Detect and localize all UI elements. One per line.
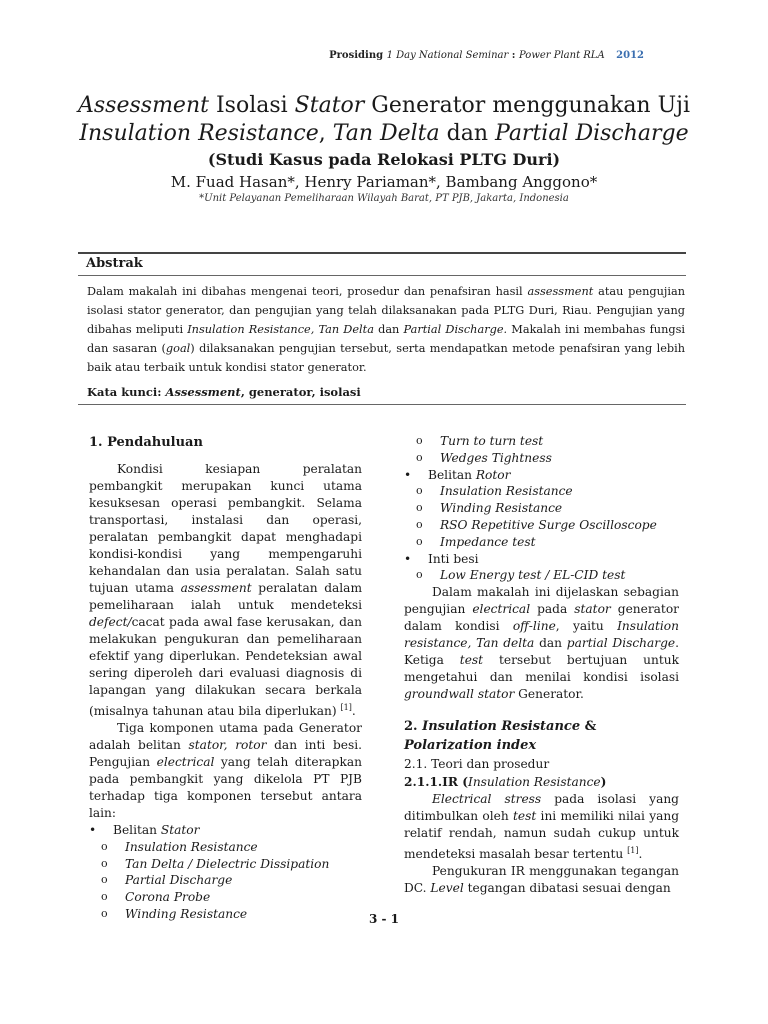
sub-list-item: o Wedges Tightness: [416, 450, 552, 465]
left-column: [89, 433, 362, 923]
sub-list-item: o Corona Probe: [101, 890, 211, 905]
abstract-body: Dalam makalah ini dibahas mengenai teori, prosedur dan penafsiran hasil assessment atau pengujian isolasi stator generator, dan pengujian yang telah dilaksanakan pada PLTG Duri, Riau. Pengujian yang dibahas meliputi Insulation Resistance, Tan Delta dan Partial Discharge. Makalah ini membahas fungsi dan sasaran (goal) dilaksanakan pengujian tersebut, serta mendapatkan metode penafsiran yang lebih baik atau terbaik untuk kondisi stator generator.: [87, 285, 685, 374]
sub-list-item: o Impedance test: [416, 534, 536, 549]
list-item-stator: • Belitan Stator: [89, 823, 200, 838]
header-event: 1 Day National Seminar: [386, 50, 509, 61]
subsection-2-1-1: 2.1.1.IR (Insulation Resistance): [404, 775, 607, 790]
sub-list-item: o Low Energy test / EL-CID test: [416, 568, 626, 583]
paragraph-intro-2: Tiga komponen utama pada Generator adalah belitan stator, rotor dan inti besi. Pengujian electrical yang telah diterapkan pada pembangkit yang dikelola PT PJB terhadap tiga komponen tersebut antara lain:: [89, 721, 362, 821]
right-column: [404, 433, 679, 897]
sub-list-item: o Winding Resistance: [101, 907, 248, 922]
sub-list-item: o Tan Delta / Dielectric Dissipation: [101, 856, 330, 871]
abstract-heading-rule: [78, 275, 686, 276]
abstract-heading: Abstrak: [86, 256, 143, 271]
paragraph-scope: Dalam makalah ini dijelaskan sebagian pengujian electrical pada stator generator dalam kondisi off-line, yaitu Insulation resistance, Tan delta dan partial Discharge. Ketiga test tersebut bertujuan untuk mengetahui dan menilai kondisi isolasi groundwall stator Generator.: [404, 585, 680, 702]
subsection-2-1: 2.1. Teori dan prosedur: [404, 757, 550, 772]
keywords: Kata kunci: Assessment, generator, isolasi: [87, 385, 361, 399]
section-heading-2: 2. Insulation Resistance & Polarization index: [404, 719, 597, 754]
paragraph-ir-2: Pengukuran IR menggunakan tegangan DC. Level tegangan dibatasi sesuai dengan: [404, 864, 679, 896]
authors: M. Fuad Hasan*, Henry Pariaman*, Bambang Anggono*: [170, 173, 598, 191]
sub-list-item: o Insulation Resistance: [416, 484, 573, 499]
list-item-core: • Inti besi: [404, 551, 479, 566]
header-topic: Power Plant RLA: [518, 50, 605, 61]
sub-list-item: o RSO Repetitive Surge Oscilloscope: [416, 517, 657, 532]
title-line-1: Assessment Isolasi Stator Generator menggunakan Uji: [78, 93, 690, 118]
title-line-2: Insulation Resistance, Tan Delta dan Partial Discharge: [79, 121, 689, 146]
header-prefix: Prosiding: [329, 50, 384, 61]
sub-list-item: o Partial Discharge: [101, 873, 233, 888]
running-header: Prosiding 1 Day National Seminar : Power Plant RLA 2012: [329, 50, 644, 61]
paragraph-intro-1: Kondisi kesiapan peralatan pembangkit merupakan kunci utama kesuksesan operasi pembangkit. Selama transportasi, instalasi dan operasi, peralatan pembangkit dapat menghadapi kondisi-kondisi yang mempengaruhi kehandalan dan usia peralatan. Salah satu tujuan utama assessment peralatan dalam pemeliharaan ialah untuk mendeteksi defect/cacat pada awal fase kerusakan, dan melakukan pengukuran dan pemeliharaan efektif yang diperlukan. Pendeteksian awal sering diperoleh dari evaluasi diagnosis di lapangan yang dilakukan secara berkala (misalnya tahunan atau bila diperlukan) [1].: [89, 462, 362, 719]
keywords-rule: [78, 404, 686, 405]
subtitle: (Studi Kasus pada Relokasi PLTG Duri): [207, 150, 561, 169]
header-year: 2012: [616, 50, 644, 61]
paragraph-ir-1: Electrical stress pada isolasi yang ditimbulkan oleh test ini memiliki nilai yang relatif rendah, namun sudah cukup untuk mendeteksi masalah besar tertentu [1].: [404, 792, 679, 862]
abstract-top-rule: [78, 252, 686, 254]
affiliation: *Unit Pelayanan Pemeliharaan Wilayah Barat, PT PJB, Jakarta, Indonesia: [199, 193, 569, 204]
section-heading-1: 1. Pendahuluan: [89, 435, 203, 450]
sub-list-item: o Insulation Resistance: [101, 839, 258, 854]
sub-list-item: o Turn to turn test: [416, 434, 544, 448]
list-item-rotor: • Belitan Rotor: [404, 467, 511, 482]
page-number: 3 - 1: [368, 912, 400, 926]
sub-list-item: o Winding Resistance: [416, 501, 563, 516]
